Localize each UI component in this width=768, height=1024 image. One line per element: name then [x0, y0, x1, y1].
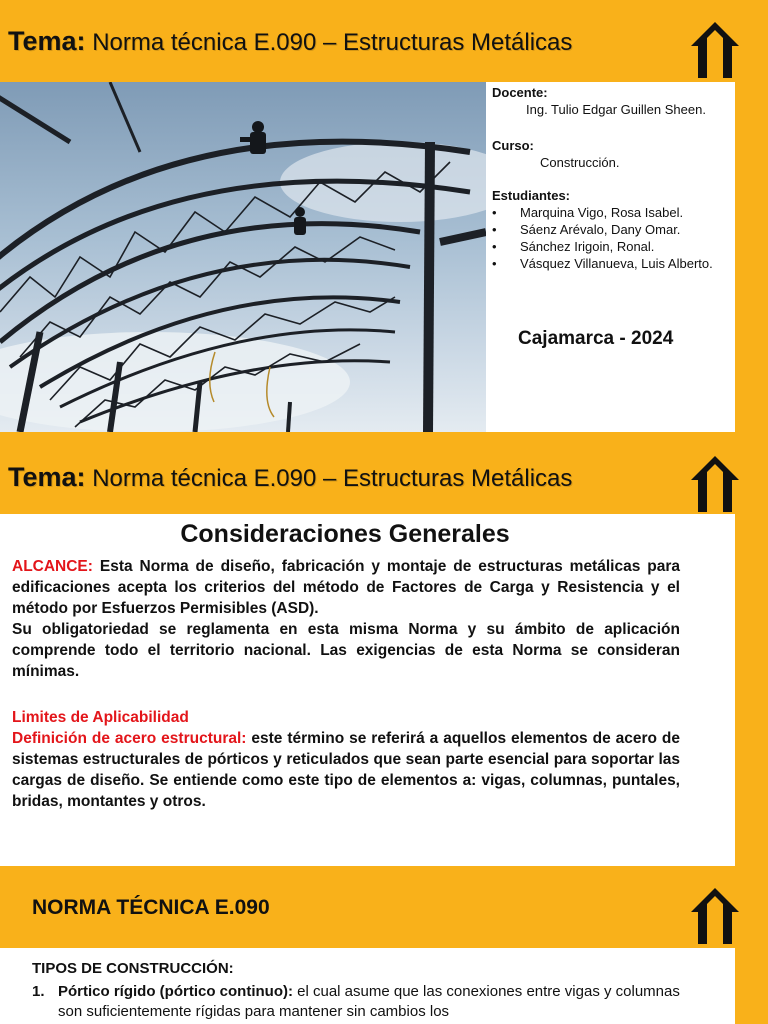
limites-label: Limites de Aplicabilidad — [12, 709, 189, 726]
estudiantes-label: Estudiantes: — [492, 188, 571, 203]
curso-label: Curso: — [492, 138, 534, 153]
tema-label: Tema: — [8, 26, 86, 56]
docente-label: Docente: — [492, 85, 548, 100]
steel-structure-photo — [0, 82, 486, 432]
double-arrow-logo-icon — [687, 20, 743, 80]
list-item: • Marquina Vigo, Rosa Isabel. — [492, 204, 732, 221]
slide-1-info-panel — [486, 82, 735, 432]
list-item: • Sáenz Arévalo, Dany Omar. — [492, 221, 732, 238]
section-title: Consideraciones Generales — [180, 520, 510, 548]
tema-text: Norma técnica E.090 – Estructuras Metálicas — [92, 465, 573, 492]
slide-2-content — [0, 514, 735, 866]
slide-3-content — [0, 948, 735, 1024]
item-text — [58, 982, 686, 1022]
double-arrow-logo-icon — [687, 886, 743, 946]
steel-truss-illustration — [0, 82, 486, 432]
slide-1 — [0, 0, 768, 432]
alcance-text: Esta Norma de diseño, fabricación y montaje de estructuras metálicas para edificaciones acepta los criterios del método de Factores de Carga y Resistencia y el método por Esfuerzos Permisibles (ASD). — [12, 558, 680, 617]
city-year: Cajamarca - 2024 — [518, 328, 674, 349]
definicion-paragraph — [12, 728, 680, 812]
slide-3-right-stripe — [735, 948, 768, 1024]
estudiantes-list — [492, 204, 732, 272]
slide-2 — [0, 432, 768, 866]
docente-value: Ing. Tulio Edgar Guillen Sheen. — [526, 102, 706, 117]
tema-text: Norma técnica E.090 – Estructuras Metálicas — [92, 29, 573, 56]
list-item: • Vásquez Villanueva, Luis Alberto. — [492, 255, 732, 272]
item-number: 1. — [32, 983, 45, 1000]
definicion-label: Definición de acero estructural: — [12, 730, 247, 747]
item-body: el cual asume que las conexiones entre vigas y columnas son suficientemente rígidas para mantener sin cambios los — [58, 983, 680, 1020]
slide-3 — [0, 866, 768, 1024]
obligatoriedad-paragraph: Su obligatoriedad se reglamenta en esta misma Norma y su ámbito de aplicación comprende todo el territorio nacional. Las exigencias de esta Norma se consideran mínimas. — [12, 621, 680, 680]
item-bold: Pórtico rígido (pórtico continuo): — [58, 983, 293, 1000]
slide-1-right-stripe — [735, 82, 768, 432]
slide-3-title: NORMA TÉCNICA E.090 — [32, 896, 270, 919]
curso-value: Construcción. — [540, 155, 620, 170]
slide-1-title — [8, 26, 572, 57]
double-arrow-logo-icon — [687, 454, 743, 514]
tema-label: Tema: — [8, 462, 86, 492]
slide-2-title — [8, 462, 572, 493]
alcance-paragraph — [12, 556, 680, 619]
tipos-label: TIPOS DE CONSTRUCCIÓN: — [32, 960, 234, 977]
alcance-label: ALCANCE: — [12, 558, 93, 575]
definicion-text: este término se referirá a aquellos elementos de acero de sistemas estructurales de pórticos y reticulados que sean parte esencial para soportar las cargas de diseño. Se entiende como este tipo de elementos a: vigas, columnas, puntales, bridas, montantes y otros. — [12, 730, 681, 810]
slide-2-right-stripe — [735, 514, 768, 866]
list-item: • Sánchez Irigoin, Ronal. — [492, 238, 732, 255]
